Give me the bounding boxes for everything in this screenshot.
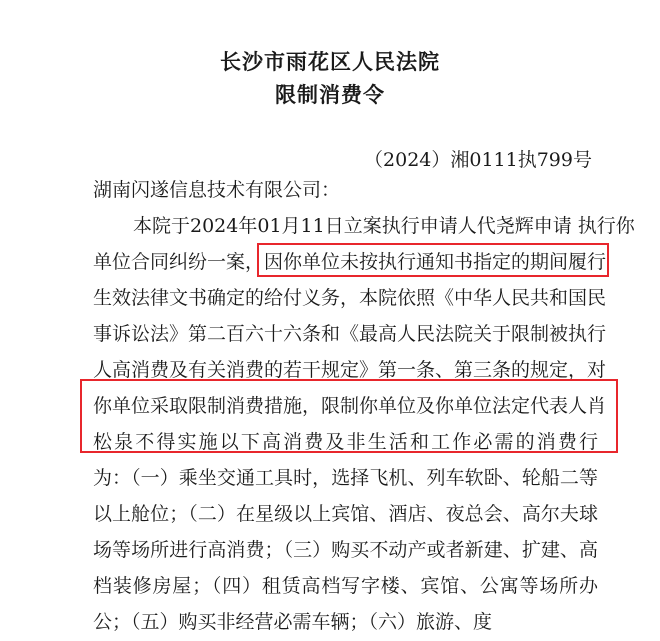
body-line: 以上舱位；（二）在星级以上宾馆、酒店、夜总会、高尔夫球 [93,503,598,525]
recipient: 湖南闪遂信息技术有限公司： [93,179,341,201]
body-line: 你单位采取限制消费措施，限制你单位及你单位法定代表人肖 [93,395,607,417]
court-name: 长沙市雨花区人民法院 [220,49,440,74]
body-line: 本院于2024年01月11日立案执行申请人代尧辉申请 执行你 [133,215,635,237]
body-line: 单位合同纠纷一案，因你单位未按执行通知书指定的期间履行 [93,251,607,273]
body-line: 公；（五）购买非经营必需车辆；（六）旅游、度 [93,611,493,633]
body-line: 生效法律文书确定的给付义务，本院依照《中华人民共和国民 [93,287,607,309]
body-line: 事诉讼法》第二百六十六条和《最高人民法院关于限制被执行 [93,323,607,345]
order-title: 限制消费令 [275,82,385,107]
body-line: 松泉不得实施以下高消费及非生活和工作必需的消费行 [93,431,598,453]
body-line: 为：（一）乘坐交通工具时，选择飞机、列车软卧、轮船二等 [93,467,598,489]
body-line: 人高消费及有关消费的若干规定》第一条、第三条的规定，对 [93,359,607,381]
case-number: （2024）湘0111执799号 [364,149,592,171]
body-line: 场等场所进行高消费；（三）购买不动产或者新建、扩建、高 [93,539,598,561]
body-line: 档装修房屋；（四）租赁高档写字楼、宾馆、公寓等场所办 [93,575,598,597]
